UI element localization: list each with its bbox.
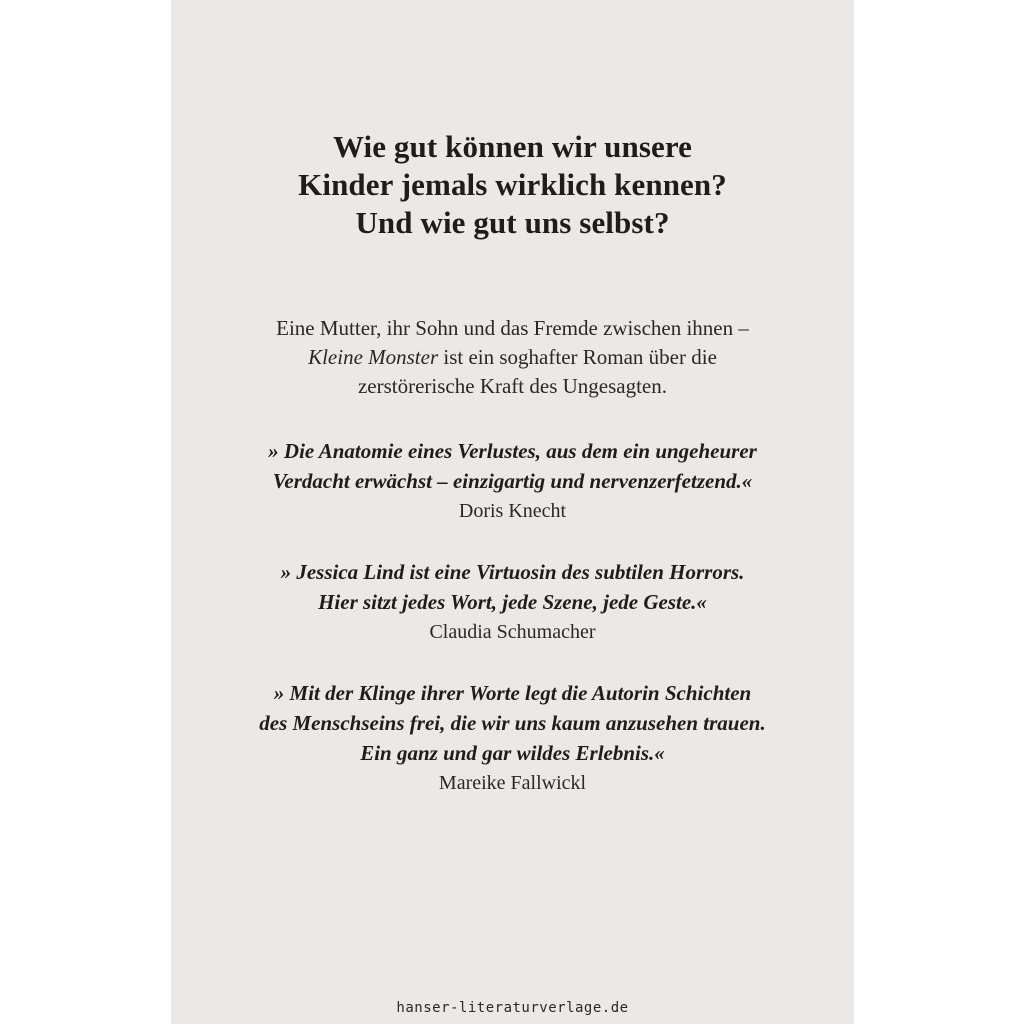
headline-line: Und wie gut uns selbst? <box>355 205 670 240</box>
quote-line: » Mit der Klinge ihrer Worte legt die Autorin Schichten <box>273 681 752 705</box>
book-blurb <box>171 314 854 401</box>
publisher-url: hanser-literaturverlage.de <box>396 1000 629 1016</box>
review-quote <box>171 436 854 526</box>
quote-line: » Jessica Lind ist eine Virtuosin des subtilen Horrors. <box>280 560 745 584</box>
review-quote <box>171 678 854 798</box>
quote-line: Ein ganz und gar wildes Erlebnis.« <box>360 741 665 765</box>
blurb-line: Eine Mutter, ihr Sohn und das Fremde zwischen ihnen – <box>276 316 749 340</box>
headline-line: Kinder jemals wirklich kennen? <box>298 167 727 202</box>
quote-author: Mareike Fallwickl <box>438 772 587 794</box>
book-title: Kleine Monster <box>308 345 439 369</box>
book-back-cover <box>171 0 854 1024</box>
blurb-line <box>171 343 854 372</box>
blurb-line: zerstörerische Kraft des Ungesagten. <box>357 374 668 398</box>
quote-author: Doris Knecht <box>458 500 567 522</box>
quote-line: » Die Anatomie eines Verlustes, aus dem ein ungeheurer <box>268 439 757 463</box>
quote-author: Claudia Schumacher <box>429 621 596 643</box>
headline <box>171 128 854 242</box>
quote-line: des Menschseins frei, die wir uns kaum anzusehen trauen. <box>259 711 766 735</box>
blurb-line-text: ist ein soghafter Roman über die <box>438 345 717 369</box>
quote-line: Verdacht erwächst – einzigartig und nervenzerfetzend.« <box>272 469 753 493</box>
review-quote <box>171 557 854 647</box>
headline-line: Wie gut können wir unsere <box>332 129 693 164</box>
quote-line: Hier sitzt jedes Wort, jede Szene, jede Geste.« <box>318 590 707 614</box>
